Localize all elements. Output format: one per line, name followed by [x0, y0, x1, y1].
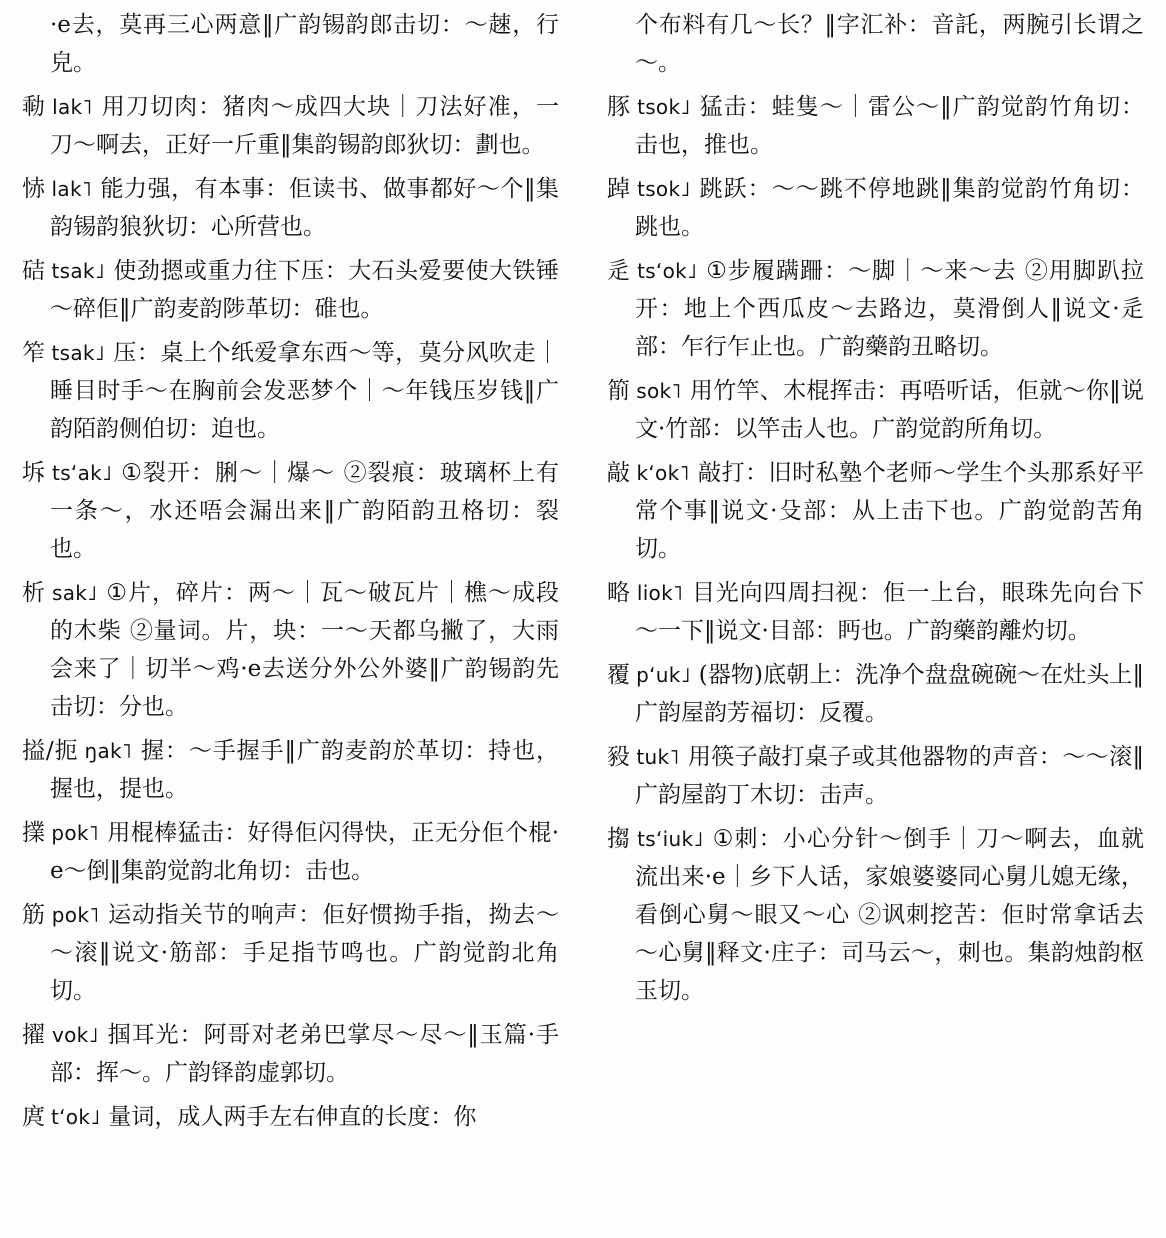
entry-definition: 个布料有几～长？‖字汇补：音託，两腕引长谓之～。	[635, 12, 1144, 76]
entry-definition: ①片，碎片：两～｜瓦～破瓦片｜樵～成段的木柴 ②量词。片，块：一～天都乌撇了，大雨会来了｜切半～鸡·e去送分外公外婆‖广韵锡韵先击切：分也。	[50, 580, 560, 720]
entry-definition: 用棍棒猛击：好得佢闪得快，正无分佢个棍·e～倒‖集韵觉韵北角切：击也。	[50, 820, 560, 884]
entry-pronunciation: tsok˩	[637, 177, 691, 201]
entry-headword: 箾	[607, 378, 631, 404]
entry-definition: 用竹竿、木棍挥击：再唔听话，佢就～你‖说文·竹部：以竿击人也。广韵觉韵所角切。	[635, 378, 1145, 442]
dictionary-entry	[607, 738, 1144, 814]
dictionary-entry	[22, 454, 559, 568]
entry-definition: ①裂开：脷～｜爆～ ②裂痕：玻璃杯上有一条～，水还唔会漏出来‖广韵陌韵丑格切：裂也。	[50, 460, 559, 562]
entry-definition: 猛击：蛙隻～｜雷公～‖广韵觉韵竹角切：击也，推也。	[635, 94, 1145, 158]
entry-definition: 用筷子敲打桌子或其他器物的声音：～～滚‖广韵屋韵丁木切：击声。	[635, 744, 1145, 808]
entry-pronunciation: vok˩	[51, 1023, 99, 1047]
entry-definition: ①步履蹒跚：～脚｜～来～去 ②用脚趴拉开：地上个西瓜皮～去路边，莫滑倒人‖说文·辵部：乍行乍止也。广韵藥韵丑略切。	[635, 258, 1145, 360]
entry-pronunciation: tʻok˩	[51, 1105, 101, 1129]
entry-pronunciation: sok˥	[636, 379, 682, 403]
continued-entry	[22, 6, 559, 82]
dictionary-entry	[607, 574, 1144, 650]
dictionary-entry	[22, 814, 559, 890]
dictionary-entry	[22, 574, 559, 726]
dictionary-entry	[607, 372, 1144, 448]
right-column	[607, 6, 1144, 1238]
entry-definition: 量词，成人两手左右伸直的长度：你	[108, 1104, 477, 1130]
entry-headword: 辵	[607, 258, 632, 284]
entry-pronunciation: tsak˩	[51, 259, 105, 283]
entry-headword: 敲	[607, 460, 631, 486]
entry-headword: 㤸	[22, 176, 46, 202]
entry-pronunciation: ŋak˥	[84, 739, 133, 763]
entry-pronunciation: lak˥	[52, 95, 93, 119]
entry-definition: 使劲摁或重力往下压：大石头爱要使大铁锤～碎佢‖广韵麦韵陟革切：碓也。	[50, 258, 560, 322]
entry-definition: 跳跃：～～跳不停地跳‖集韵觉韵竹角切：跳也。	[635, 176, 1145, 240]
entry-definition: 掴耳光：阿哥对老弟巴掌尽～尽～‖玉篇·手部：挥～。广韵铎韵虚郭切。	[50, 1022, 560, 1086]
entry-headword: 搤/扼	[22, 738, 79, 764]
entry-headword: 擈	[22, 820, 46, 846]
entry-headword: 㔞	[22, 94, 47, 120]
entry-pronunciation: tsʻiuk˩	[637, 827, 704, 851]
entry-headword: 豛	[607, 744, 631, 770]
entry-definition: ①刺：小心分针～倒手｜刀～啊去，血就流出来·e｜乡下人话，家娘婆婆同心舅儿媳无缘，看倒心舅～眼又～心 ②讽刺挖苦：佢时常拿话去～心舅‖释文·庄子：司马云～，刺也。集韵烛韵枢玉切。	[635, 826, 1144, 1004]
dictionary-entry	[22, 732, 559, 808]
entry-pronunciation: kʻok˥	[636, 461, 690, 485]
dictionary-entry	[22, 334, 559, 448]
entry-pronunciation: tuk˥	[636, 745, 680, 769]
dictionary-entry	[607, 454, 1144, 568]
entry-pronunciation: pok˥	[51, 903, 100, 927]
dictionary-entry	[607, 170, 1144, 246]
dictionary-entry	[22, 1098, 559, 1136]
entry-headword: 筋	[22, 902, 46, 928]
dictionary-entry	[22, 88, 559, 164]
entry-headword: 略	[607, 580, 631, 606]
entry-pronunciation: liok˥	[636, 581, 684, 605]
entry-headword: 析	[22, 580, 47, 606]
entry-pronunciation: tsak˩	[51, 341, 105, 365]
dictionary-entry	[607, 656, 1144, 732]
entry-definition: 压：桌上个纸爱拿东西～等，莫分风吹走｜睡目时手～在胸前会发恶梦个｜～年钱压岁钱‖广韵陌韵侧伯切：迫也。	[50, 340, 560, 442]
entry-headword: 搊	[607, 826, 632, 852]
dictionary-entry	[607, 252, 1144, 366]
dictionary-entry	[22, 170, 559, 246]
dictionary-entry	[607, 88, 1144, 164]
entry-headword: 笮	[22, 340, 46, 366]
entry-definition: 敲打：旧时私塾个老师～学生个头那系好平常个事‖说文·殳部：从上击下也。广韵觉韵苦角切。	[635, 460, 1145, 562]
entry-pronunciation: pʻuk˩	[636, 663, 691, 687]
dictionary-entry	[22, 896, 559, 1010]
entry-definition: 能力强，有本事：佢读书、做事都好～个‖集韵锡韵狼狄切：心所营也。	[50, 176, 560, 240]
entry-headword: 庹	[22, 1104, 45, 1130]
entry-definition: ·e去，莫再三心两意‖广韵锡韵郎击切：～趚，行皃。	[50, 12, 559, 76]
entry-pronunciation: tsʻak˩	[52, 461, 113, 485]
entry-pronunciation: sak˩	[52, 581, 98, 605]
dictionary-entry	[607, 820, 1144, 1010]
left-column	[22, 6, 559, 1238]
entry-pronunciation: lak˥	[51, 177, 92, 201]
entry-definition: 运动指关节的响声：佢好惯拗手指，拗去～～滚‖说文·筋部：手足指节鸣也。广韵觉韵北角切。	[50, 902, 560, 1004]
entry-pronunciation: pok˥	[51, 821, 99, 845]
entry-headword: 坼	[22, 460, 47, 486]
entry-definition: 用刀切肉：猪肉～成四大块｜刀法好准，一刀～啊去，正好一斤重‖集韵锡韵郎狄切：劃也。	[50, 94, 560, 158]
entry-definition: (器物)底朝上：洗净个盘盘碗碗～在灶头上‖广韵屋韵芳福切：反覆。	[635, 662, 1144, 726]
entry-pronunciation: tsok˩	[637, 95, 691, 119]
entry-definition: 目光向四周扫视：佢一上台，眼珠先向台下～一下‖说文·目部：眄也。广韵藥韵離灼切。	[635, 580, 1145, 644]
continued-entry	[607, 6, 1144, 82]
entry-headword: 豚	[607, 94, 632, 120]
entry-headword: 擢	[22, 1022, 46, 1048]
entry-headword: 踔	[607, 176, 632, 202]
entry-headword: 覆	[607, 662, 631, 688]
entry-definition: 握：～手握手‖广韵麦韵於革切：持也，握也，提也。	[50, 738, 560, 802]
dictionary-entry	[22, 1016, 559, 1092]
entry-headword: 硈	[22, 258, 46, 284]
dictionary-entry	[22, 252, 559, 328]
entry-pronunciation: tsʻok˩	[637, 259, 698, 283]
